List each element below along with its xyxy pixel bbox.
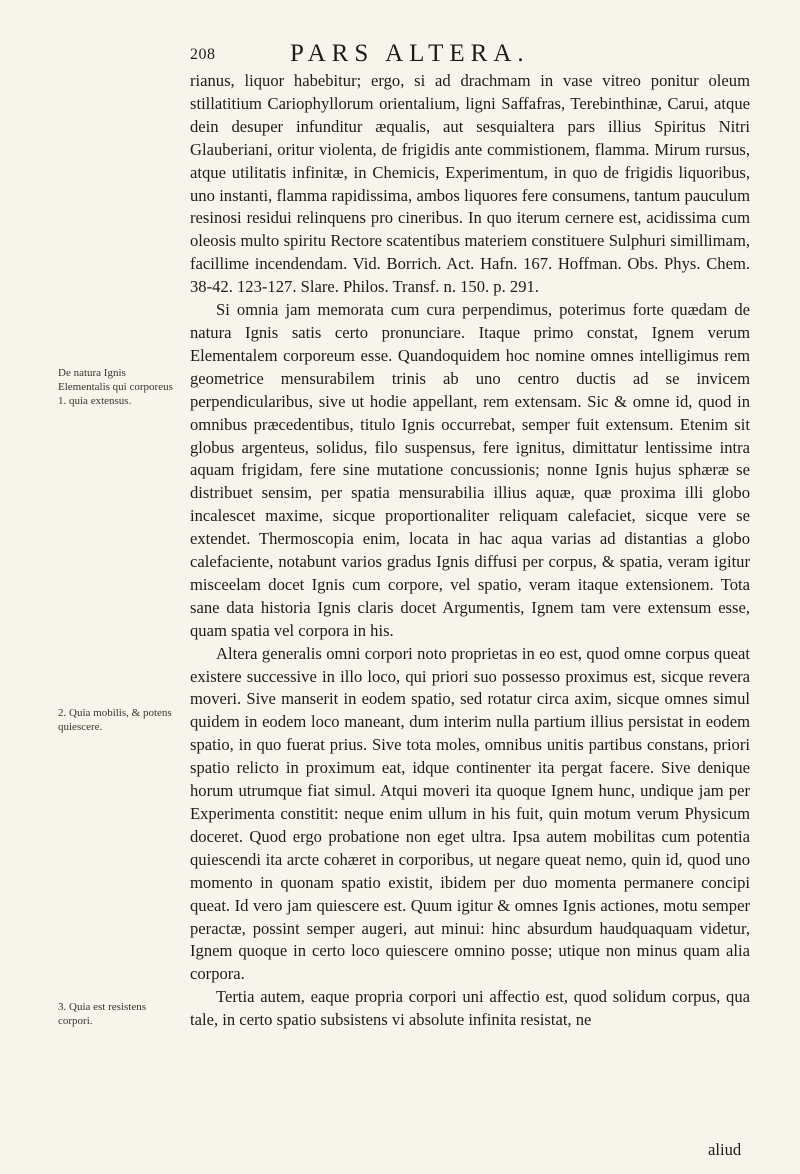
catchword: aliud xyxy=(708,1140,742,1159)
paragraph: Altera generalis omni corpori noto proprietas in eo est, quod omne corpus queat existere successive in illo loco, qui priori suo possesso proximus est, sicque revera moveri. Sive manserit in eodem spatio, sed rotatur circa axim, sicque omnes simul quidem in eodem loco maneant, dum interim nulla partium illius persistat in eodem spatio, in quo fuerat prius. Sive tota moles, omnibus unitis partibus constans, priori spatio relicto in proximum eat, idque continenter ita pergat facere. Sive denique horum utrumque fiat simul. Atqui moveri ita quoque Ignem hunc, undique jam per Experimenta constitit: neque enim ullum in his fuit, quin motum verum Physicum doceret. Quod ergo probatione non eget ultra. Ipsa autem mobilitas cum potentia quiescendi ita arcte cohæret in corporibus, ut negare queat nemo, quin id, quod uno momento in quonam spatio existit, ibidem per duo momenta permanere concipi queat. Id vero jam quiescere est. Quum igitur & omnes Ignis actiones, motu semper peractæ, possint semper augeri, aut minui: hinc absurdum haudquaquam videtur, Ignem quoque in certo loco quiescere omnino posse; utique non minus quam alia corpora. xyxy=(190,643,750,984)
paragraph-continued: rianus, liquor habebitur; ergo, si ad drachmam in vase vitreo ponitur oleum stillatitium Cariophyllorum orientalium, ligni Saffafras, Terebinthinæ, Carui, atque dein desuper infunditur æqualis, aut sesquialtera pars illius Spiritus Nitri Glauberiani, oritur violenta, de frigidis ante commistionem, flamma. Mirum rursus, atque utilitatis infinitæ, in Chemicis, Experimentum, in quo de frigidis liquoribus, uno instanti, flamma rapidissima, ambos liquores fere consumens, tantum pauculum resinosi residui relinquens pro cineribus. In quo iterum cernere est, acidissima cum oleosis multo spiritu Rectore scatentibus materiem constituere Sulphuri simillimam, facillime incendendam. Vid. Borrich. Act. Hafn. 167. Hoffman. Obs. Phys. Chem. 38-42. 123-127. Slare. Philos. Transf. n. 150. p. 291. xyxy=(190,71,750,297)
page-header xyxy=(190,40,750,68)
page-number: 208 xyxy=(190,46,216,63)
paragraph: Si omnia jam memorata cum cura perpendimus, poterimus forte quædam de natura Ignis satis certo pronunciare. Itaque primo constat, Ignem verum Elementalem corporeum esse. Quandoquidem hoc nomine omnes intelligimus rem geometrice mensurabilem trinis ab uno centro ductis ad se invicem perpendicularibus, sive ut hodie appellant, rem extensam. Sic & omne id, quod in omnibus præcedentibus, titulo Ignis occurrebat, semper fuit extensum. Etenim sit globus argenteus, solidus, filo suspensus, fere ignitus, dimittatur lentissime intra aquam frigidam, fere sine mutatione concussionis; nonne Ignis hujus sphæræ se distribuet sensim, per spatia mensurabilia illius aquæ, quæ proxima illi globo incalescet maxime, sicque proportionaliter reliquam calefaciet, sicque vere se extendet. Thermoscopia enim, locata in hac aqua varias ad distantias a globo calefaciente, notabunt varios gradus Ignis diffusi per corpus, & spatia, veram igitur misceelam docet Ignis cum corpore, vel spatio, veram itaque extensionem. Tota sane data historia Ignis claris docet Argumentis, Ignem tam vere extensum esse, quam spatia vel corpora in his. xyxy=(190,300,750,640)
running-title: PARS ALTERA. xyxy=(290,40,530,67)
main-text xyxy=(190,70,750,1032)
margin-note-3: 3. Quia est resistens corpori. xyxy=(58,1001,146,1027)
margin-note-2: 2. Quia mobilis, & potens quiescere. xyxy=(58,707,172,733)
margin-note-1: De natura Ignis Elementalis qui corporeus 1. quia extensus. xyxy=(58,367,173,407)
paragraph: Tertia autem, eaque propria corpori uni affectio est, quod solidum corpus, qua tale, in certo spatio subsistens vi absolute infinita resistat, ne xyxy=(190,987,750,1030)
